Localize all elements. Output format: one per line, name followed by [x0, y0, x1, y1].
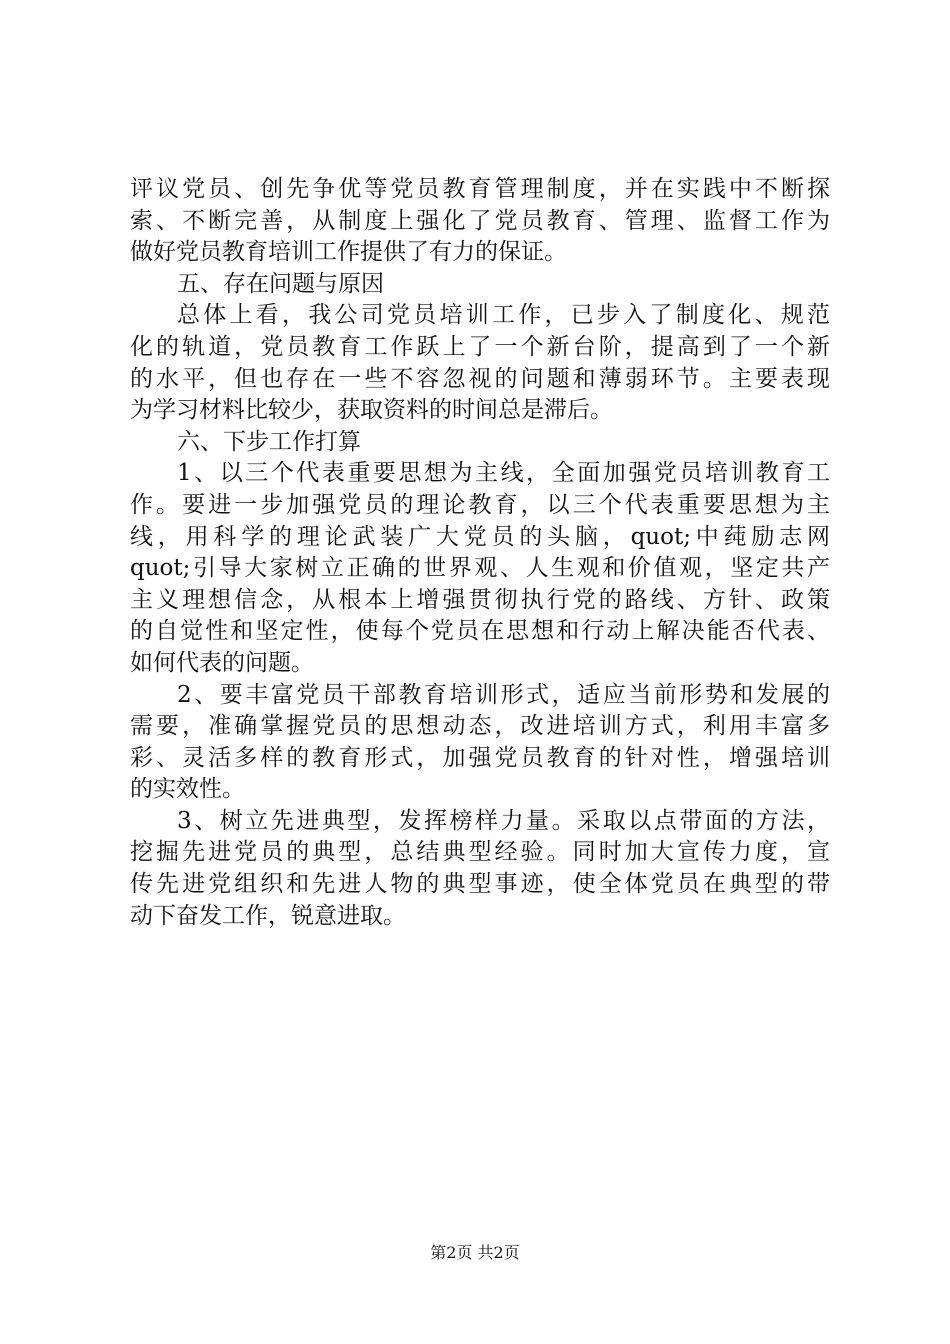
text-line: 的水平，但也存在一些不容忽视的问题和薄弱环节。主要表现 — [130, 365, 830, 392]
text-line: 为学习材料比较少，获取资料的时间总是滞后。 — [130, 397, 613, 424]
text-line: 评议党员、创先争优等党员教育管理制度，并在实践中不断探 — [130, 176, 830, 202]
section-heading: 五、存在问题与原因 — [177, 270, 384, 297]
text-line: 挖掘先进党员的典型，总结典型经验。同时加大宣传力度，宣 — [130, 839, 830, 866]
text-line: 索、不断完善，从制度上强化了党员教育、管理、监督工作为 — [130, 207, 830, 234]
text-line: 主义理想信念，从根本上增强贯彻执行党的路线、方针、政策 — [130, 586, 830, 613]
text-line: 线，用科学的理论武装广大党员的头脑，quot;中莼励志网 — [130, 523, 830, 550]
text-line: 如何代表的问题。 — [130, 649, 314, 676]
document-body — [130, 174, 830, 932]
text-line: 动下奋发工作，锐意进取。 — [130, 902, 406, 929]
text-line: 彩、灵活多样的教育形式，加强党员教育的针对性，增强培训 — [130, 744, 830, 771]
text-line: 的实效性。 — [130, 776, 245, 803]
text-line: 1、以三个代表重要思想为主线，全面加强党员培训教育工 — [177, 460, 830, 487]
text-line: 需要，准确掌握党员的思想动态，改进培训方式，利用丰富多 — [130, 713, 830, 740]
page-footer — [0, 1242, 950, 1264]
text-line: 2、要丰富党员干部教育培训形式，适应当前形势和发展的 — [177, 681, 830, 708]
text-line: 的自觉性和坚定性，使每个党员在思想和行动上解决能否代表、 — [130, 618, 830, 645]
text-line: 传先进党组织和先进人物的典型事迹，使全体党员在典型的带 — [130, 871, 830, 898]
section-heading: 六、下步工作打算 — [177, 428, 361, 455]
text-line: 作。要进一步加强党员的理论教育，以三个代表重要思想为主 — [130, 491, 830, 518]
page-number: 第2页 共2页 — [430, 1243, 520, 1262]
text-line: quot;引导大家树立正确的世界观、人生观和价值观，坚定共产 — [130, 555, 830, 582]
text-line: 做好党员教育培训工作提供了有力的保证。 — [130, 239, 567, 266]
text-line: 3、树立先进典型，发挥榜样力量。采取以点带面的方法， — [177, 807, 830, 834]
text-line: 化的轨道，党员教育工作跃上了一个新台阶，提高到了一个新 — [130, 333, 830, 360]
text-line: 总体上看，我公司党员培训工作，已步入了制度化、规范 — [177, 302, 830, 329]
